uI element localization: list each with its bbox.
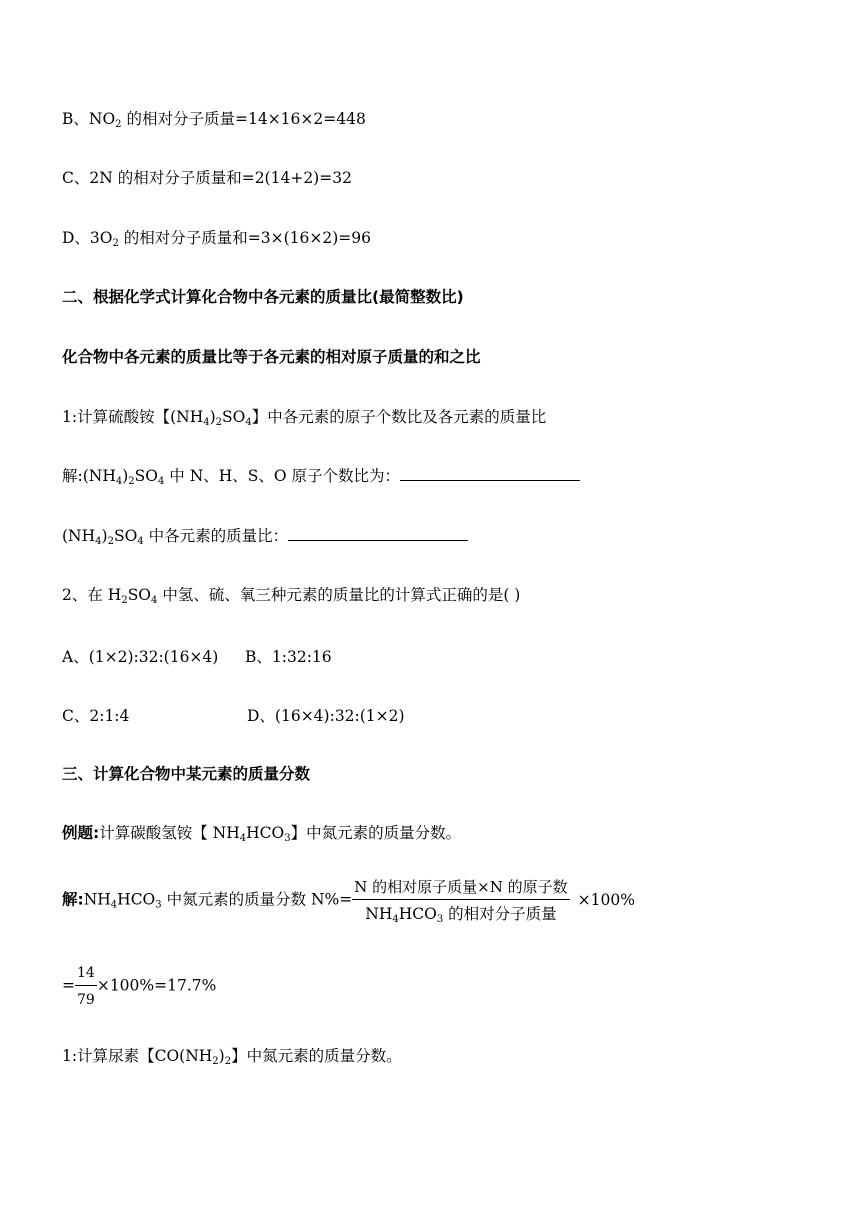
subscript: 3 [436, 914, 444, 925]
solution-part: (NH [62, 527, 96, 545]
numeric-denominator: 79 [75, 985, 97, 1010]
subscript: 2 [215, 417, 223, 428]
subscript: 2 [107, 536, 114, 547]
question-2-line [62, 585, 520, 605]
option-c-text: C、2N 的相对分子质量和=2(14+2)=32 [62, 169, 352, 187]
option-c-line [62, 168, 352, 188]
question-2-part: 中氢、硫、氧三种元素的质量比的计算式正确的是( ) [157, 586, 521, 604]
solution-part: NH [83, 890, 111, 909]
solution-2-line [62, 526, 468, 546]
solution-part: SO [113, 527, 138, 545]
example-solution-line [62, 877, 635, 924]
subscript: 4 [203, 417, 210, 428]
question-urea-line [62, 1046, 402, 1066]
question-1-part: 】中各元素的原子个数比及各元素的质量比 [251, 408, 547, 426]
option-b-subscript: 2 [115, 119, 122, 130]
subscript: 4 [115, 476, 123, 487]
subscript: 4 [151, 595, 158, 606]
subscript: 4 [245, 417, 252, 428]
answer-blank-atom-ratio[interactable] [400, 466, 580, 481]
subscript: 4 [110, 899, 118, 911]
numeric-numerator: 14 [77, 965, 95, 981]
equals-sign: = [62, 976, 75, 995]
option-b-line [62, 109, 366, 129]
fraction-numerator: N 的相对原子质量×N 的原子数 [354, 878, 568, 896]
solution-part: HCO [117, 890, 156, 909]
option-b-prefix: B、NO [62, 110, 116, 128]
question-part: ) [218, 1047, 225, 1065]
option-d-prefix: D、3O [62, 229, 113, 247]
subscript: 2 [128, 476, 135, 487]
example-label: 例题: [62, 824, 100, 842]
solution-part: SO [134, 467, 158, 485]
question-part: 】中氮元素的质量分数。 [231, 1047, 402, 1065]
section-2-subheading: 化合物中各元素的质量比等于各元素的相对原子质量的和之比 [62, 348, 481, 366]
calculation-line [62, 963, 216, 1010]
solution-part: 中 N、H、S、O 原子个数比为： [164, 467, 401, 485]
solution-part: ) [122, 467, 129, 485]
subscript: 2 [212, 1056, 219, 1067]
subscript: 2 [224, 1056, 232, 1067]
numeric-fraction [75, 963, 97, 1010]
example-part: 】中氮元素的质量分数。 [290, 824, 462, 842]
subscript: 3 [155, 899, 162, 911]
mass-fraction-formula [352, 877, 569, 924]
times-100-percent: ×100% [577, 890, 635, 909]
option-c: C、2:1:4 [62, 707, 130, 725]
subscript: 4 [158, 476, 165, 487]
solution-part: 解:(NH [62, 467, 116, 485]
section-3-heading: 三、计算化合物中某元素的质量分数 [62, 765, 311, 783]
subscript: 4 [239, 833, 247, 844]
option-a: A、(1×2):32:(16×4) [62, 648, 219, 666]
subscript: 4 [137, 536, 144, 547]
option-d: D、(16×4):32:(1×2) [247, 707, 405, 725]
subscript: 4 [392, 914, 399, 925]
question-part: 1:计算尿素【CO(NH [62, 1047, 213, 1065]
solution-part: 中氮元素的质量分数 N%= [161, 890, 353, 909]
option-d-subscript: 2 [112, 238, 119, 249]
fraction-denominator [352, 899, 569, 924]
denominator-part: HCO [398, 905, 437, 923]
solution-label: 解: [62, 890, 84, 909]
option-d-line [62, 228, 371, 248]
question-1-part: ) [209, 408, 216, 426]
option-b-rest: 的相对分子质量=14×16×2=448 [121, 110, 366, 128]
question-1-line [62, 407, 546, 427]
denominator-part: NH [365, 905, 393, 923]
question-1-part: 1:计算硫酸铵【(NH [62, 408, 204, 426]
solution-part: 中各元素的质量比： [143, 527, 289, 545]
solution-1-line [62, 466, 580, 486]
example-part: 计算碳酸氢铵【 NH [99, 824, 240, 842]
option-d-rest: 的相对分子质量和=3×(16×2)=96 [118, 229, 372, 247]
question-2-part: 2、在 H [62, 586, 122, 604]
subscript: 3 [284, 833, 291, 844]
answer-blank-mass-ratio[interactable] [288, 526, 468, 541]
calculation-result: ×100%=17.7% [96, 976, 217, 995]
example-part: HCO [246, 824, 285, 842]
subscript: 2 [121, 595, 128, 606]
question-1-part: SO [222, 408, 246, 426]
option-b: B、1:32:16 [245, 648, 332, 666]
example-line [62, 823, 461, 843]
question-2-part: SO [127, 586, 152, 604]
subscript: 4 [95, 536, 102, 547]
section-2-heading: 二、根据化学式计算化合物中各元素的质量比(最简整数比) [62, 288, 464, 306]
solution-part: ) [101, 527, 108, 545]
denominator-part: 的相对分子质量 [443, 905, 557, 923]
